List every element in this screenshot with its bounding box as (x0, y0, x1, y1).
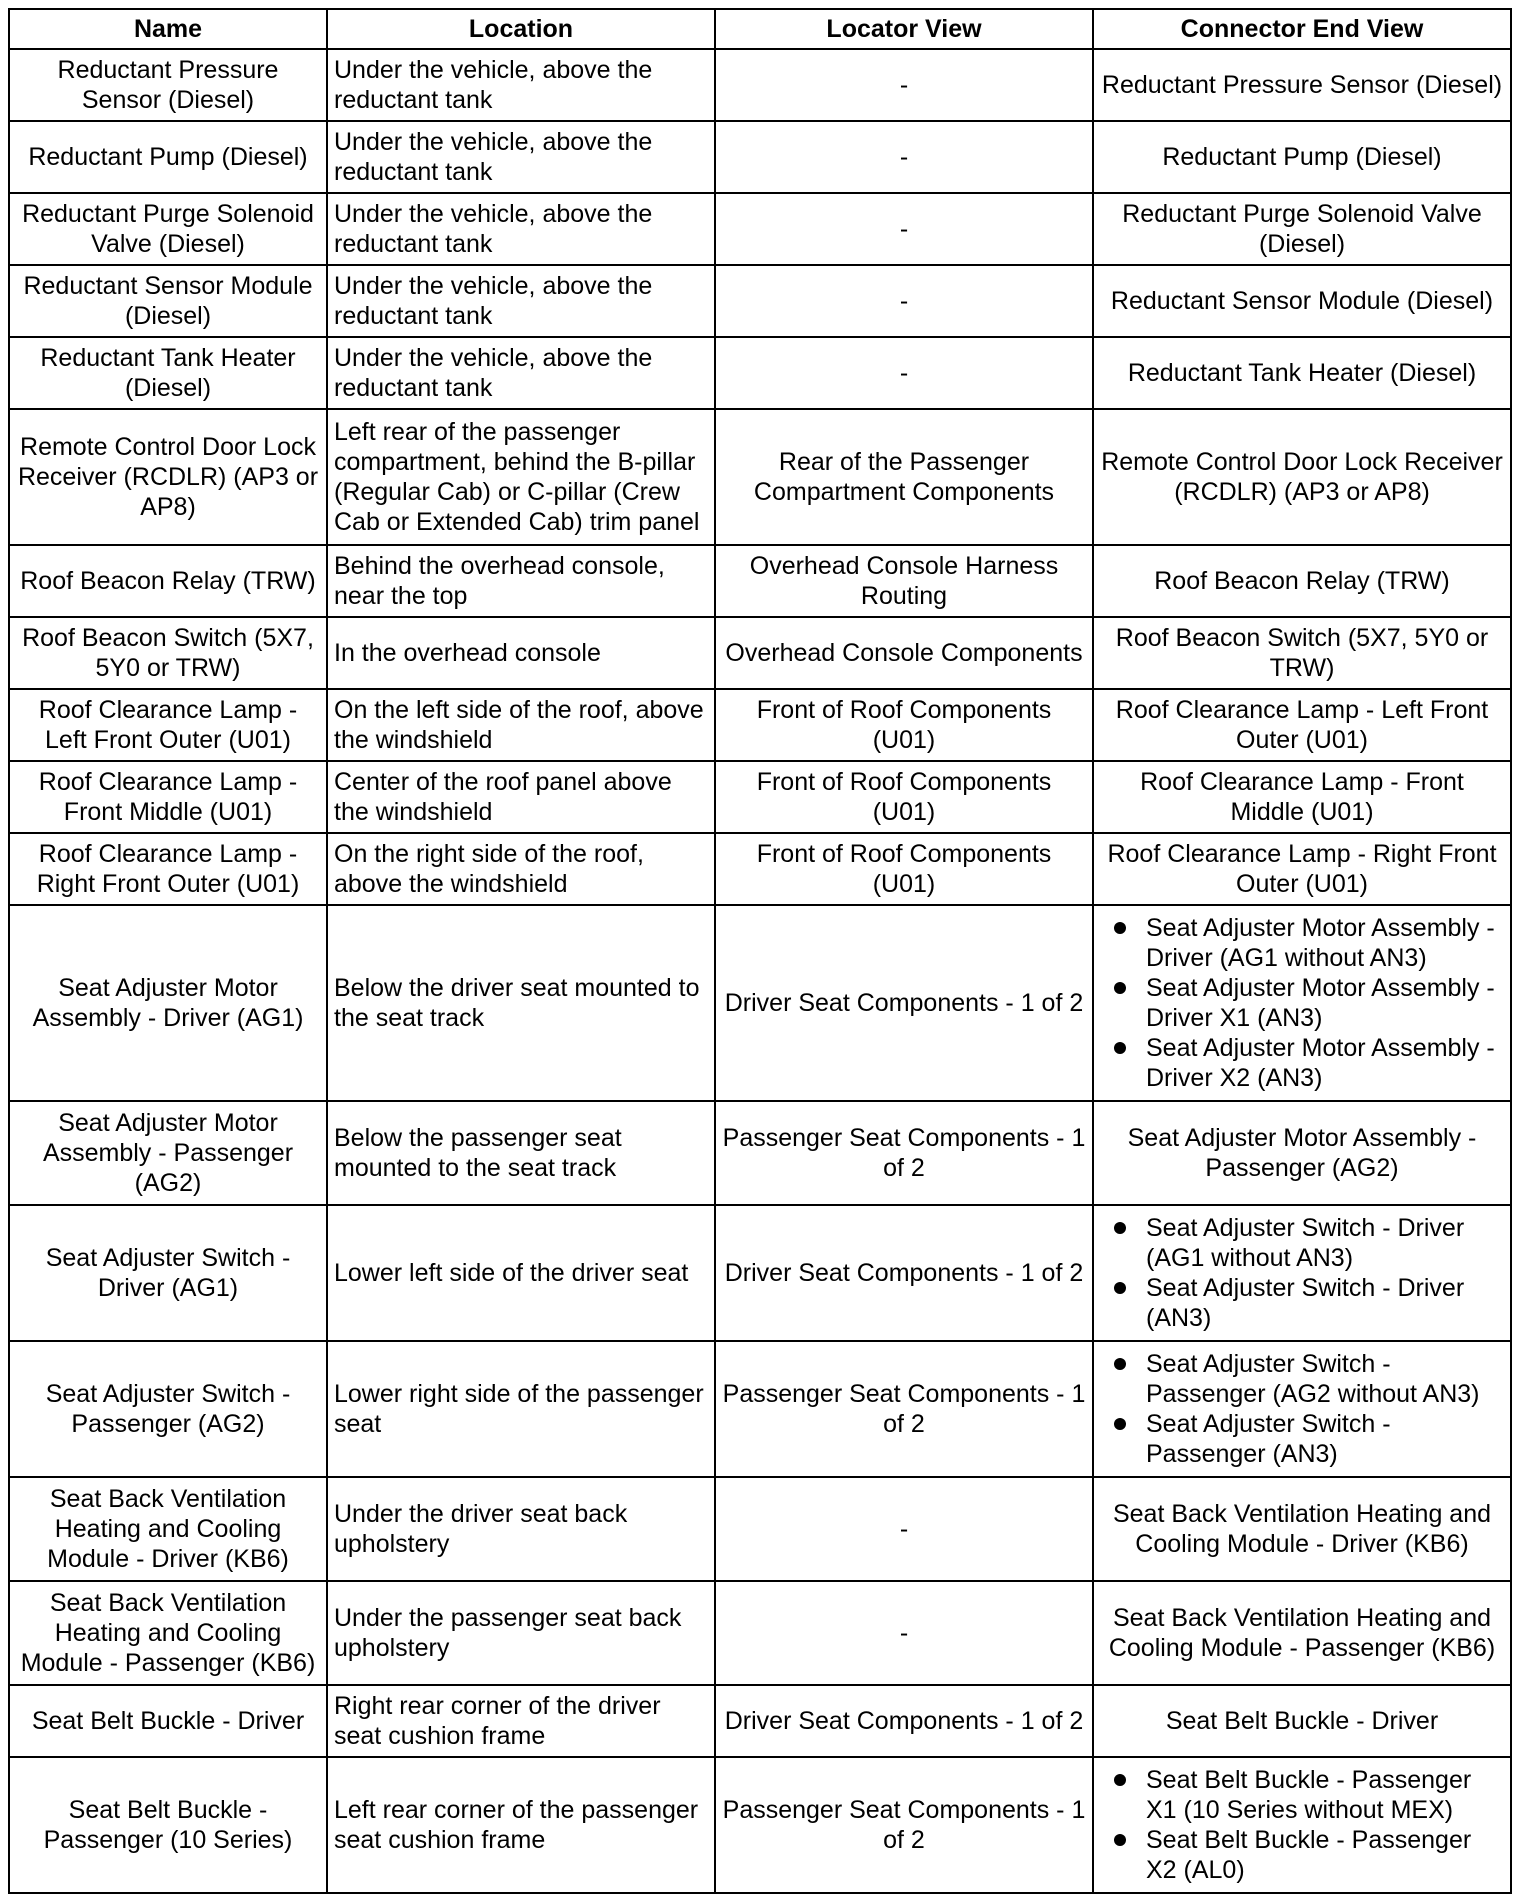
cell-name: Reductant Pump (Diesel) (9, 121, 327, 193)
cell-connector-end-view: Seat Adjuster Motor Assembly - Passenger (AG2) (1093, 1101, 1511, 1205)
cell-name: Roof Beacon Relay (TRW) (9, 545, 327, 617)
list-item (1112, 1349, 1506, 1409)
connector-label: Seat Adjuster Motor Assembly - Driver (AG1 without AN3) (1146, 914, 1495, 972)
cell-locator-view: Passenger Seat Components - 1 of 2 (715, 1341, 1093, 1477)
table-row (9, 761, 1511, 833)
list-item (1112, 1409, 1506, 1469)
cell-name: Seat Adjuster Motor Assembly - Driver (AG1) (9, 905, 327, 1101)
cell-connector-end-view: Roof Beacon Switch (5X7, 5Y0 or TRW) (1093, 617, 1511, 689)
cell-locator-view: Front of Roof Components (U01) (715, 689, 1093, 761)
table-row (9, 1581, 1511, 1685)
table-row (9, 49, 1511, 121)
table-row (9, 1341, 1511, 1477)
cell-connector-end-view: Roof Clearance Lamp - Right Front Outer (U01) (1093, 833, 1511, 905)
cell-connector-end-view: Reductant Tank Heater (Diesel) (1093, 337, 1511, 409)
list-item (1112, 973, 1506, 1033)
cell-name: Roof Clearance Lamp - Right Front Outer (U01) (9, 833, 327, 905)
column-header-locator-view: Locator View (715, 9, 1093, 49)
cell-locator-view: Front of Roof Components (U01) (715, 833, 1093, 905)
cell-locator-view: - (715, 193, 1093, 265)
cell-connector-end-view: Seat Back Ventilation Heating and Cooling Module - Driver (KB6) (1093, 1477, 1511, 1581)
cell-location: Under the vehicle, above the reductant tank (327, 337, 715, 409)
cell-locator-view: Driver Seat Components - 1 of 2 (715, 1205, 1093, 1341)
cell-location: Under the vehicle, above the reductant tank (327, 49, 715, 121)
column-header-name: Name (9, 9, 327, 49)
list-item (1112, 1765, 1506, 1825)
bullet-icon (1114, 922, 1126, 934)
cell-locator-view: Passenger Seat Components - 1 of 2 (715, 1101, 1093, 1205)
connector-list (1112, 1765, 1506, 1885)
list-item (1112, 1033, 1506, 1093)
cell-locator-view: Rear of the Passenger Compartment Components (715, 409, 1093, 545)
column-header-connector-end-view: Connector End View (1093, 9, 1511, 49)
cell-location: Left rear corner of the passenger seat cushion frame (327, 1757, 715, 1893)
cell-locator-view: - (715, 1477, 1093, 1581)
cell-locator-view: Front of Roof Components (U01) (715, 761, 1093, 833)
table-row (9, 545, 1511, 617)
cell-connector-end-view: Seat Belt Buckle - Driver (1093, 1685, 1511, 1757)
table-row (9, 1101, 1511, 1205)
cell-connector-end-view: Reductant Purge Solenoid Valve (Diesel) (1093, 193, 1511, 265)
table-row (9, 689, 1511, 761)
table-row (9, 833, 1511, 905)
cell-name: Reductant Tank Heater (Diesel) (9, 337, 327, 409)
cell-name: Seat Back Ventilation Heating and Cooling Module - Passenger (KB6) (9, 1581, 327, 1685)
cell-location: Under the driver seat back upholstery (327, 1477, 715, 1581)
column-header-location: Location (327, 9, 715, 49)
cell-name: Seat Back Ventilation Heating and Cooling Module - Driver (KB6) (9, 1477, 327, 1581)
table-row (9, 1685, 1511, 1757)
cell-connector-end-view: Reductant Pump (Diesel) (1093, 121, 1511, 193)
cell-location: Under the vehicle, above the reductant tank (327, 193, 715, 265)
bullet-icon (1114, 1774, 1126, 1786)
cell-location: Under the passenger seat back upholstery (327, 1581, 715, 1685)
cell-connector-end-view: Roof Beacon Relay (TRW) (1093, 545, 1511, 617)
cell-name: Roof Clearance Lamp - Left Front Outer (U01) (9, 689, 327, 761)
component-locator-table (8, 8, 1512, 1894)
cell-connector-end-view: Roof Clearance Lamp - Front Middle (U01) (1093, 761, 1511, 833)
table-body (9, 49, 1511, 1893)
cell-connector-end-view: Seat Back Ventilation Heating and Cooling Module - Passenger (KB6) (1093, 1581, 1511, 1685)
connector-label: Seat Adjuster Switch - Passenger (AG2 without AN3) (1146, 1350, 1480, 1408)
bullet-icon (1114, 1358, 1126, 1370)
connector-list (1112, 913, 1506, 1093)
cell-location: Below the driver seat mounted to the seat track (327, 905, 715, 1101)
cell-name: Seat Adjuster Switch - Driver (AG1) (9, 1205, 327, 1341)
table-row (9, 193, 1511, 265)
cell-location: Under the vehicle, above the reductant tank (327, 265, 715, 337)
cell-name: Seat Belt Buckle - Passenger (10 Series) (9, 1757, 327, 1893)
cell-connector-end-view (1093, 905, 1511, 1101)
header-row (9, 9, 1511, 49)
table-row (9, 337, 1511, 409)
connector-label: Seat Adjuster Switch - Driver (AN3) (1146, 1274, 1465, 1332)
cell-locator-view: Driver Seat Components - 1 of 2 (715, 905, 1093, 1101)
cell-locator-view: - (715, 337, 1093, 409)
connector-label: Seat Adjuster Motor Assembly - Driver X2 (AN3) (1146, 1034, 1495, 1092)
list-item (1112, 913, 1506, 973)
table-row (9, 265, 1511, 337)
cell-connector-end-view: Reductant Sensor Module (Diesel) (1093, 265, 1511, 337)
list-item (1112, 1213, 1506, 1273)
cell-connector-end-view (1093, 1341, 1511, 1477)
cell-connector-end-view: Reductant Pressure Sensor (Diesel) (1093, 49, 1511, 121)
cell-name: Roof Clearance Lamp - Front Middle (U01) (9, 761, 327, 833)
table-row (9, 1477, 1511, 1581)
list-item (1112, 1273, 1506, 1333)
bullet-icon (1114, 1042, 1126, 1054)
cell-location: In the overhead console (327, 617, 715, 689)
cell-location: Right rear corner of the driver seat cushion frame (327, 1685, 715, 1757)
cell-connector-end-view: Remote Control Door Lock Receiver (RCDLR) (AP3 or AP8) (1093, 409, 1511, 545)
cell-name: Reductant Sensor Module (Diesel) (9, 265, 327, 337)
cell-location: Below the passenger seat mounted to the seat track (327, 1101, 715, 1205)
connector-label: Seat Belt Buckle - Passenger X1 (10 Series without MEX) (1146, 1766, 1472, 1824)
cell-locator-view: - (715, 49, 1093, 121)
cell-name: Seat Adjuster Switch - Passenger (AG2) (9, 1341, 327, 1477)
cell-locator-view: - (715, 1581, 1093, 1685)
cell-locator-view: Overhead Console Harness Routing (715, 545, 1093, 617)
cell-name: Roof Beacon Switch (5X7, 5Y0 or TRW) (9, 617, 327, 689)
cell-name: Seat Adjuster Motor Assembly - Passenger (AG2) (9, 1101, 327, 1205)
cell-connector-end-view: Roof Clearance Lamp - Left Front Outer (U01) (1093, 689, 1511, 761)
bullet-icon (1114, 982, 1126, 994)
table-row (9, 409, 1511, 545)
cell-locator-view: Driver Seat Components - 1 of 2 (715, 1685, 1093, 1757)
table-row (9, 1757, 1511, 1893)
table-row (9, 905, 1511, 1101)
cell-name: Remote Control Door Lock Receiver (RCDLR) (AP3 or AP8) (9, 409, 327, 545)
cell-locator-view: Passenger Seat Components - 1 of 2 (715, 1757, 1093, 1893)
bullet-icon (1114, 1282, 1126, 1294)
connector-label: Seat Adjuster Switch - Driver (AG1 without AN3) (1146, 1214, 1465, 1272)
cell-location: Under the vehicle, above the reductant tank (327, 121, 715, 193)
cell-location: Behind the overhead console, near the top (327, 545, 715, 617)
cell-name: Reductant Pressure Sensor (Diesel) (9, 49, 327, 121)
table-row (9, 617, 1511, 689)
connector-label: Seat Belt Buckle - Passenger X2 (AL0) (1146, 1826, 1472, 1884)
cell-connector-end-view (1093, 1757, 1511, 1893)
connector-label: Seat Adjuster Switch - Passenger (AN3) (1146, 1410, 1391, 1468)
table-row (9, 1205, 1511, 1341)
cell-location: On the left side of the roof, above the windshield (327, 689, 715, 761)
cell-name: Reductant Purge Solenoid Valve (Diesel) (9, 193, 327, 265)
bullet-icon (1114, 1834, 1126, 1846)
cell-locator-view: - (715, 265, 1093, 337)
connector-label: Seat Adjuster Motor Assembly - Driver X1 (AN3) (1146, 974, 1495, 1032)
cell-location: Lower left side of the driver seat (327, 1205, 715, 1341)
list-item (1112, 1825, 1506, 1885)
connector-list (1112, 1349, 1506, 1469)
cell-location: Left rear of the passenger compartment, behind the B-pillar (Regular Cab) or C-pillar (Crew Cab or Extended Cab) trim panel (327, 409, 715, 545)
cell-location: Center of the roof panel above the windshield (327, 761, 715, 833)
connector-list (1112, 1213, 1506, 1333)
cell-locator-view: Overhead Console Components (715, 617, 1093, 689)
cell-name: Seat Belt Buckle - Driver (9, 1685, 327, 1757)
cell-location: On the right side of the roof, above the windshield (327, 833, 715, 905)
bullet-icon (1114, 1418, 1126, 1430)
table-row (9, 121, 1511, 193)
bullet-icon (1114, 1222, 1126, 1234)
cell-location: Lower right side of the passenger seat (327, 1341, 715, 1477)
cell-connector-end-view (1093, 1205, 1511, 1341)
cell-locator-view: - (715, 121, 1093, 193)
